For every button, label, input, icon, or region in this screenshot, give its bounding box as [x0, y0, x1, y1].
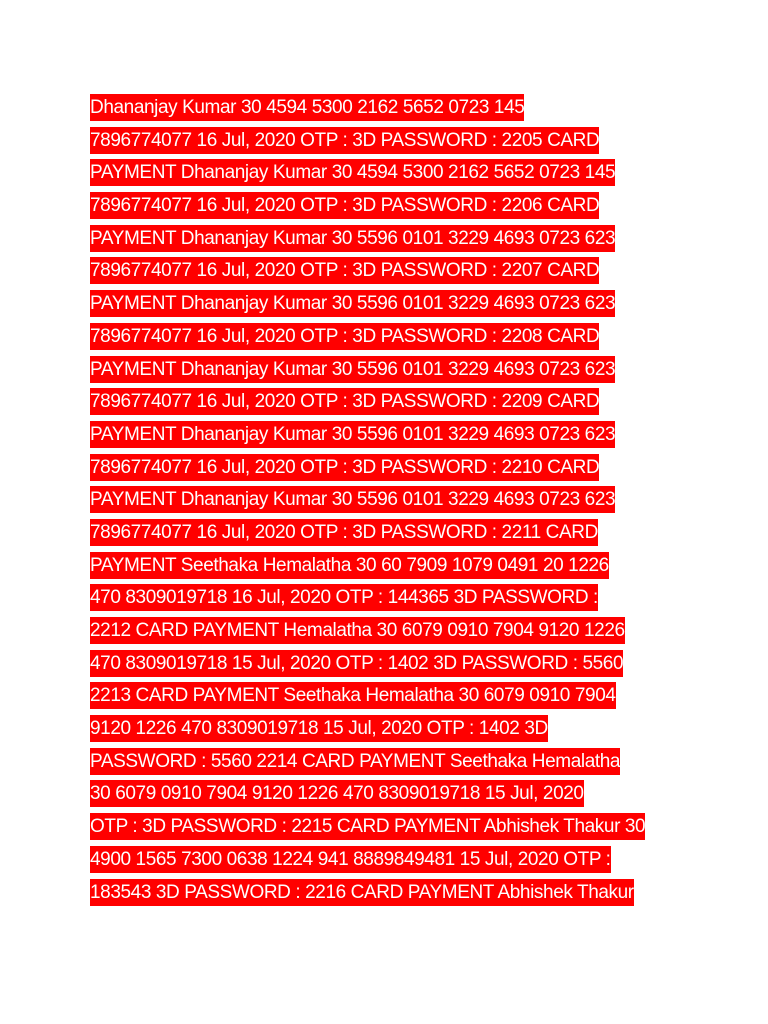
text-line — [90, 386, 690, 419]
text-line-content: OTP : 3D PASSWORD : 2215 CARD PAYMENT Abhishek Thakur 30 — [90, 813, 645, 840]
text-line — [90, 92, 690, 125]
text-line — [90, 288, 690, 321]
text-line — [90, 321, 690, 354]
text-line — [90, 680, 690, 713]
text-line — [90, 354, 690, 387]
text-line-content: 4900 1565 7300 0638 1224 941 8889849481 15 Jul, 2020 OTP : — [90, 846, 611, 873]
text-line — [90, 877, 690, 910]
text-line-content: 7896774077 16 Jul, 2020 OTP : 3D PASSWORD : 2210 CARD — [90, 454, 599, 481]
text-line — [90, 746, 690, 779]
text-line-content: 470 8309019718 16 Jul, 2020 OTP : 144365 3D PASSWORD : — [90, 584, 598, 611]
text-line-content: 7896774077 16 Jul, 2020 OTP : 3D PASSWORD : 2208 CARD — [90, 323, 599, 350]
text-line-content: 7896774077 16 Jul, 2020 OTP : 3D PASSWORD : 2205 CARD — [90, 127, 599, 154]
text-line-content: PAYMENT Dhananjay Kumar 30 5596 0101 3229 4693 0723 623 — [90, 225, 615, 252]
text-line — [90, 452, 690, 485]
text-line — [90, 615, 690, 648]
text-line-content: PAYMENT Dhananjay Kumar 30 5596 0101 3229 4693 0723 623 — [90, 356, 615, 383]
text-line — [90, 844, 690, 877]
text-line-content: PASSWORD : 5560 2214 CARD PAYMENT Seethaka Hemalatha — [90, 748, 620, 775]
text-line-content: PAYMENT Dhananjay Kumar 30 5596 0101 3229 4693 0723 623 — [90, 421, 615, 448]
text-line — [90, 190, 690, 223]
text-line-content: 7896774077 16 Jul, 2020 OTP : 3D PASSWORD : 2209 CARD — [90, 388, 599, 415]
text-line-content: 470 8309019718 15 Jul, 2020 OTP : 1402 3D PASSWORD : 5560 — [90, 650, 623, 677]
text-line — [90, 582, 690, 615]
text-line — [90, 811, 690, 844]
text-line-content: 7896774077 16 Jul, 2020 OTP : 3D PASSWORD : 2206 CARD — [90, 192, 599, 219]
text-line-content: 30 6079 0910 7904 9120 1226 470 8309019718 15 Jul, 2020 — [90, 780, 584, 807]
text-line-content: 2212 CARD PAYMENT Hemalatha 30 6079 0910 7904 9120 1226 — [90, 617, 625, 644]
text-line-content: PAYMENT Dhananjay Kumar 30 4594 5300 2162 5652 0723 145 — [90, 159, 615, 186]
text-line-content: 2213 CARD PAYMENT Seethaka Hemalatha 30 6079 0910 7904 — [90, 682, 616, 709]
text-line-content: 9120 1226 470 8309019718 15 Jul, 2020 OTP : 1402 3D — [90, 715, 548, 742]
text-line-content: 7896774077 16 Jul, 2020 OTP : 3D PASSWORD : 2207 CARD — [90, 257, 599, 284]
text-line-content: 7896774077 16 Jul, 2020 OTP : 3D PASSWORD : 2211 CARD — [90, 519, 598, 546]
text-line — [90, 157, 690, 190]
text-line — [90, 125, 690, 158]
text-line — [90, 550, 690, 583]
text-line — [90, 484, 690, 517]
text-line — [90, 648, 690, 681]
text-line — [90, 517, 690, 550]
text-line — [90, 255, 690, 288]
text-line — [90, 713, 690, 746]
text-line — [90, 223, 690, 256]
text-line — [90, 778, 690, 811]
text-line-content: Dhananjay Kumar 30 4594 5300 2162 5652 0723 145 — [90, 94, 524, 121]
text-line-content: 183543 3D PASSWORD : 2216 CARD PAYMENT Abhishek Thakur — [90, 879, 634, 906]
text-line-content: PAYMENT Seethaka Hemalatha 30 60 7909 1079 0491 20 1226 — [90, 552, 609, 579]
highlighted-text-block — [90, 92, 690, 909]
text-line-content: PAYMENT Dhananjay Kumar 30 5596 0101 3229 4693 0723 623 — [90, 486, 615, 513]
text-line — [90, 419, 690, 452]
text-line-content: PAYMENT Dhananjay Kumar 30 5596 0101 3229 4693 0723 623 — [90, 290, 615, 317]
